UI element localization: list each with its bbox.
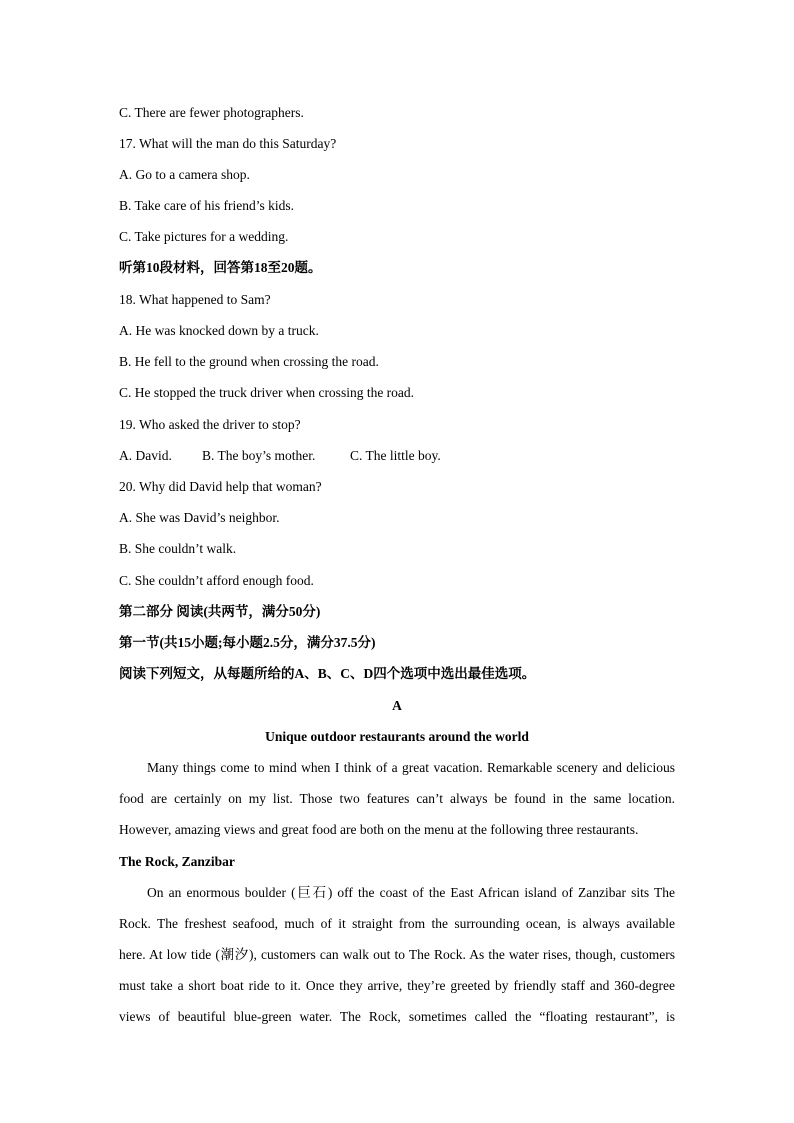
paragraph-2-line-3: here. At low tide (潮汐), customers can walk out to The Rock. As the water rises, though, customers xyxy=(119,947,675,962)
part-2-heading: 第二部分 阅读(共两节，满分50分) xyxy=(119,604,321,619)
option-b-18: B. He fell to the ground when crossing the road. xyxy=(119,354,379,369)
option-a-19: A. David. xyxy=(119,448,172,463)
reading-instruction: 阅读下列短文，从每题所给的A、B、C、D四个选项中选出最佳选项。 xyxy=(119,666,536,681)
option-c-19: C. The little boy. xyxy=(350,448,441,463)
option-b-17: B. Take care of his friend’s kids. xyxy=(119,198,295,213)
section-10-instruction: 听第10段材料，回答第18至20题。 xyxy=(119,260,322,275)
paragraph-2-line-4: must take a short boat ride to it. Once they arrive, they’re greeted by friendly staff and 360-degree xyxy=(119,978,675,993)
paragraph-1-line-2: food are certainly on my list. Those two features can’t always be found in the same location. xyxy=(119,791,675,806)
question-17: 17. What will the man do this Saturday? xyxy=(119,136,337,151)
subheading-the-rock: The Rock, Zanzibar xyxy=(119,854,235,869)
paragraph-2-line-2: Rock. The freshest seafood, much of it straight from the surrounding ocean, is always available xyxy=(119,916,675,931)
question-18: 18. What happened to Sam? xyxy=(119,292,271,307)
option-c-16: C. There are fewer photographers. xyxy=(119,105,304,120)
passage-letter: A xyxy=(392,698,402,713)
option-c-17: C. Take pictures for a wedding. xyxy=(119,229,289,244)
option-b-19: B. The boy’s mother. xyxy=(202,448,316,463)
option-a-18: A. He was knocked down by a truck. xyxy=(119,323,319,338)
option-c-20: C. She couldn’t afford enough food. xyxy=(119,573,314,588)
paragraph-2-line-1: On an enormous boulder (巨石) off the coast of the East African island of Zanzibar sits The xyxy=(147,885,675,900)
paragraph-1-line-1: Many things come to mind when I think of a great vacation. Remarkable scenery and delicious xyxy=(147,760,675,775)
paragraph-1-line-3: However, amazing views and great food are both on the menu at the following three restaurants. xyxy=(119,822,639,837)
paragraph-2-line-5: views of beautiful blue-green water. The Rock, sometimes called the “floating restaurant”, is xyxy=(119,1009,675,1024)
question-19: 19. Who asked the driver to stop? xyxy=(119,417,301,432)
option-a-20: A. She was David’s neighbor. xyxy=(119,510,280,525)
option-c-18: C. He stopped the truck driver when crossing the road. xyxy=(119,385,415,400)
options-19 xyxy=(119,447,441,465)
section-1-heading: 第一节(共15小题;每小题2.5分，满分37.5分) xyxy=(119,635,376,650)
question-20: 20. Why did David help that woman? xyxy=(119,479,322,494)
passage-title: Unique outdoor restaurants around the world xyxy=(265,729,529,744)
option-a-17: A. Go to a camera shop. xyxy=(119,167,250,182)
option-b-20: B. She couldn’t walk. xyxy=(119,541,237,556)
